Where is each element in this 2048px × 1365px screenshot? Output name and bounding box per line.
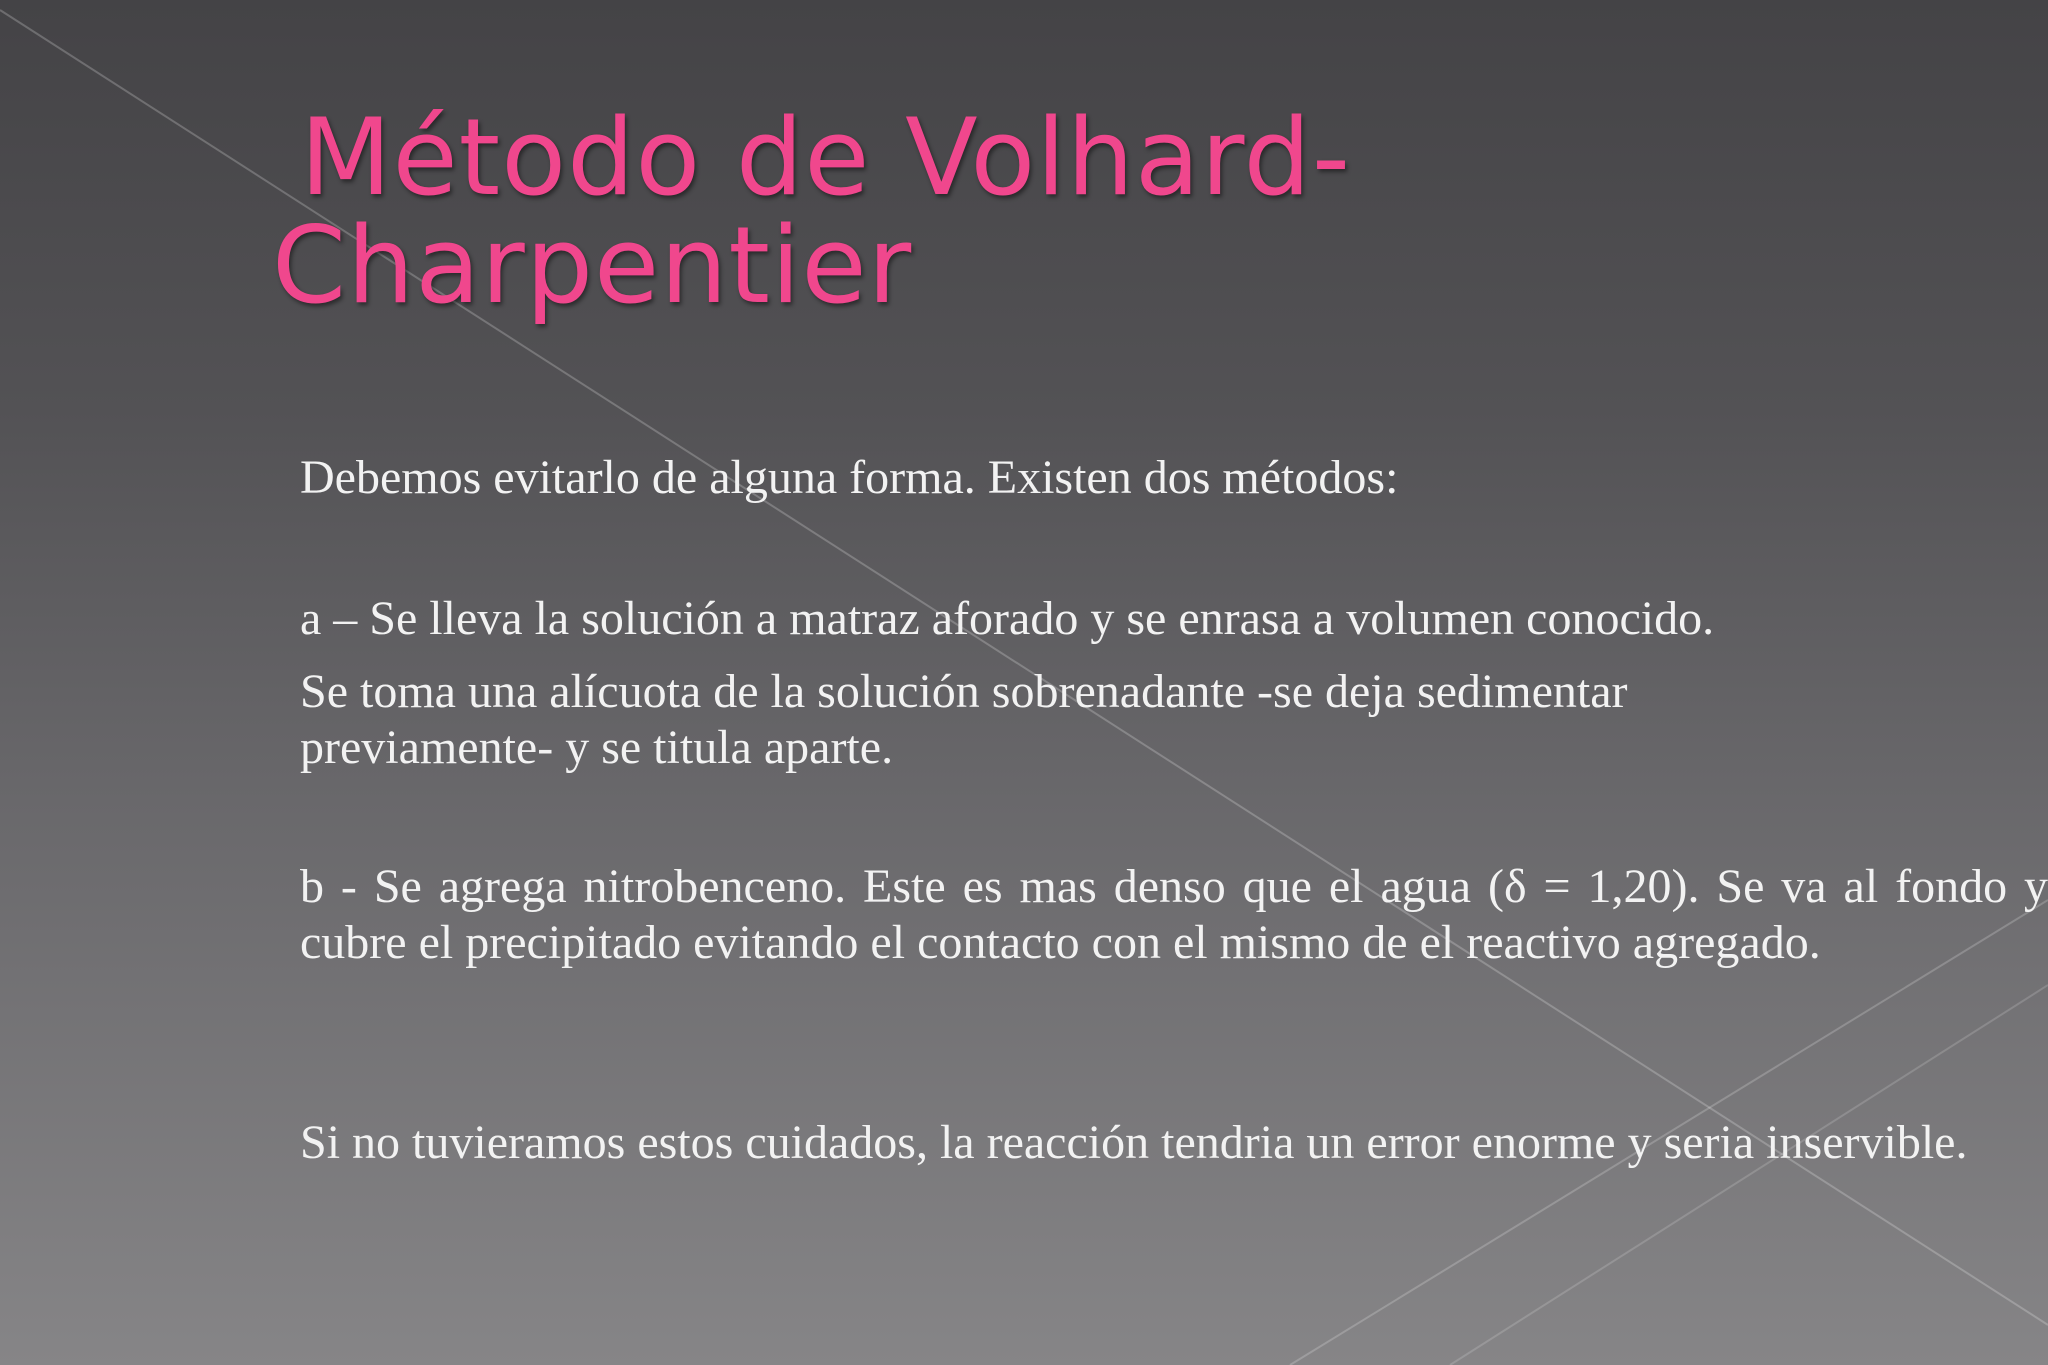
title-line-1: Método de Volhard- bbox=[300, 96, 1352, 219]
intro-paragraph: Debemos evitarlo de alguna forma. Existen dos métodos: bbox=[300, 451, 1399, 504]
title-line-2: Charpentier bbox=[272, 204, 913, 327]
conclusion-paragraph: Si no tuvieramos estos cuidados, la reacción tendria un error enorme y seria inservible. bbox=[300, 1116, 1968, 1169]
method-a-line-1: a – Se lleva la solución a matraz aforado y se enrasa a volumen conocido. bbox=[300, 592, 1715, 645]
slide-title bbox=[272, 96, 1672, 327]
method-a-line-2: Se toma una alícuota de la solución sobrenadante -se deja sedimentar previamente- y se titula aparte. bbox=[300, 665, 1628, 774]
diagonal-line bbox=[1450, 985, 2048, 1365]
method-b-paragraph: b - Se agrega nitrobenceno. Este es mas denso que el agua (δ = 1,20). Se va al fondo y cubre el precipitado evitando el contacto con el mismo de el reactivo agregado. bbox=[300, 860, 2048, 969]
